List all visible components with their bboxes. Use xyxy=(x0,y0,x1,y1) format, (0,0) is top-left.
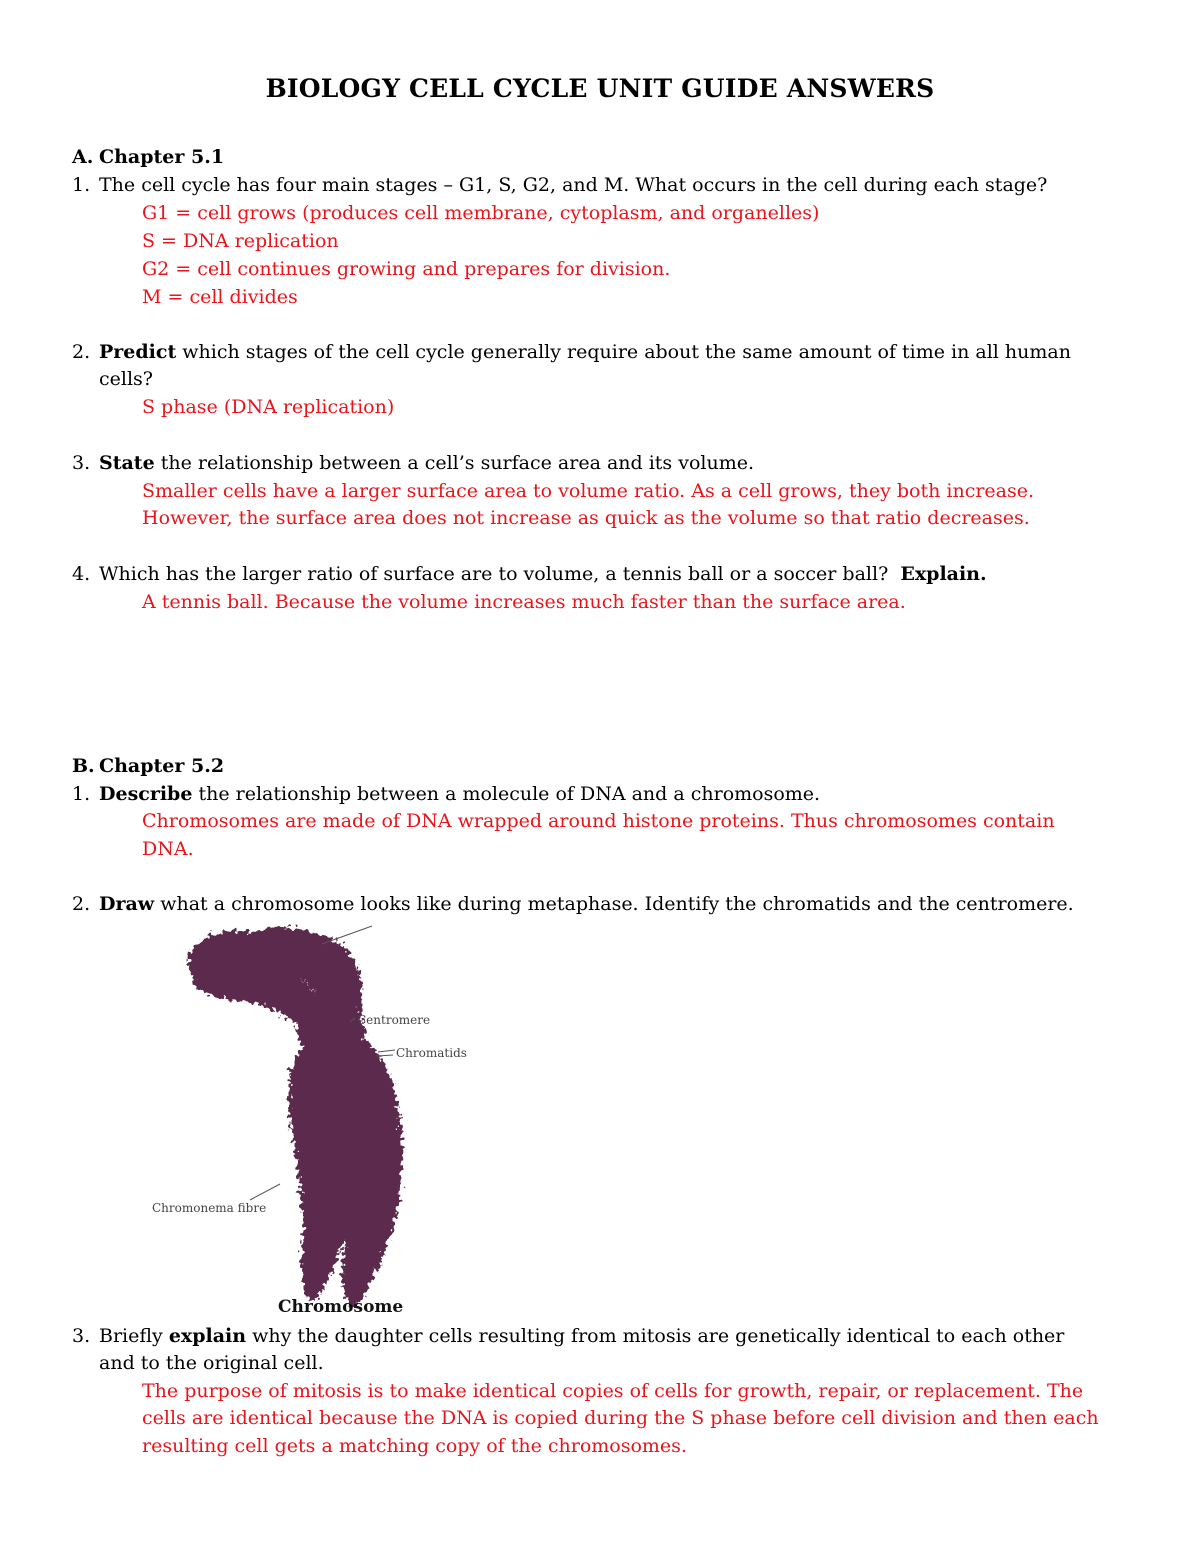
question-verb: Draw xyxy=(99,893,155,915)
question-number: 1. xyxy=(72,174,91,196)
question-rest: Which has the larger ratio of surface are to volume, a tennis ball or a soccer ball? xyxy=(99,563,901,585)
question-text: and to the original cell. xyxy=(99,1352,324,1374)
question-rest: why the daughter cells resulting from mitosis are genetically identical to each other xyxy=(246,1325,1065,1347)
centromere-label: Centromere xyxy=(357,1013,431,1027)
answer-line: The purpose of mitosis is to make identical copies of cells for growth, repair, or replacement. The xyxy=(142,1380,1084,1402)
question-text xyxy=(99,891,1074,918)
question-verb: Predict xyxy=(99,341,177,363)
answer-line: resulting cell gets a matching copy of the chromosomes. xyxy=(142,1435,687,1457)
answer-line: G1 = cell grows (produces cell membrane, cytoplasm, and organelles) xyxy=(142,202,820,224)
answer-line: Smaller cells have a larger surface area to volume ratio. As a cell grows, they both increase. xyxy=(142,480,1035,502)
question-verb: Explain. xyxy=(900,563,987,585)
question-verb: explain xyxy=(168,1325,247,1347)
answer-line: cells are identical because the DNA is copied during the S phase before cell division and then each xyxy=(142,1407,1099,1429)
section-a-letter: A. xyxy=(72,146,94,168)
answer-line: G2 = cell continues growing and prepares for division. xyxy=(142,258,671,280)
question-number: 3. xyxy=(72,1325,91,1347)
answer-line: Chromosomes are made of DNA wrapped around histone proteins. Thus chromosomes contain xyxy=(142,810,1055,832)
question-number: 2. xyxy=(72,893,91,915)
question-text: cells? xyxy=(99,368,153,390)
answer-line: A tennis ball. Because the volume increases much faster than the surface area. xyxy=(142,591,906,613)
page-title: BIOLOGY CELL CYCLE UNIT GUIDE ANSWERS xyxy=(265,74,935,103)
question-text xyxy=(99,561,987,588)
question-text xyxy=(99,450,754,477)
answer-line: S = DNA replication xyxy=(142,230,339,252)
chromatids-label: Chromatids xyxy=(396,1046,467,1060)
chromonema-label: Chromonema fibre xyxy=(152,1201,267,1215)
question-rest: the relationship between a cell’s surface area and its volume. xyxy=(154,452,755,474)
figure-caption: Chromosome xyxy=(278,1297,404,1316)
answer-line: DNA. xyxy=(142,838,194,860)
section-a-heading: Chapter 5.1 xyxy=(99,146,225,168)
question-verb: Describe xyxy=(99,783,193,805)
answer-line: However, the surface area does not increase as quick as the volume so that ratio decreases. xyxy=(142,507,1030,529)
question-text xyxy=(99,1323,1064,1350)
question-pre: Briefly xyxy=(99,1325,169,1347)
chromosome-figure xyxy=(150,918,510,1316)
section-b-letter: B. xyxy=(72,755,95,777)
question-text: The cell cycle has four main stages – G1, S, G2, and M. What occurs in the cell during each stage? xyxy=(99,174,1048,196)
question-text xyxy=(99,781,820,808)
question-rest: what a chromosome looks like during metaphase. Identify the chromatids and the centromere. xyxy=(154,893,1074,915)
question-rest: which stages of the cell cycle generally require about the same amount of time in all human xyxy=(176,341,1071,363)
question-number: 1. xyxy=(72,783,91,805)
chromosome-shape xyxy=(188,927,402,1308)
question-number: 4. xyxy=(72,563,91,585)
answer-line: M = cell divides xyxy=(142,286,298,308)
question-text xyxy=(99,339,1071,366)
question-verb: State xyxy=(99,452,155,474)
question-rest: the relationship between a molecule of DNA and a chromosome. xyxy=(192,783,821,805)
section-b-heading: Chapter 5.2 xyxy=(99,755,225,777)
question-number: 3. xyxy=(72,452,91,474)
answer-line: S phase (DNA replication) xyxy=(142,396,395,418)
question-number: 2. xyxy=(72,341,91,363)
